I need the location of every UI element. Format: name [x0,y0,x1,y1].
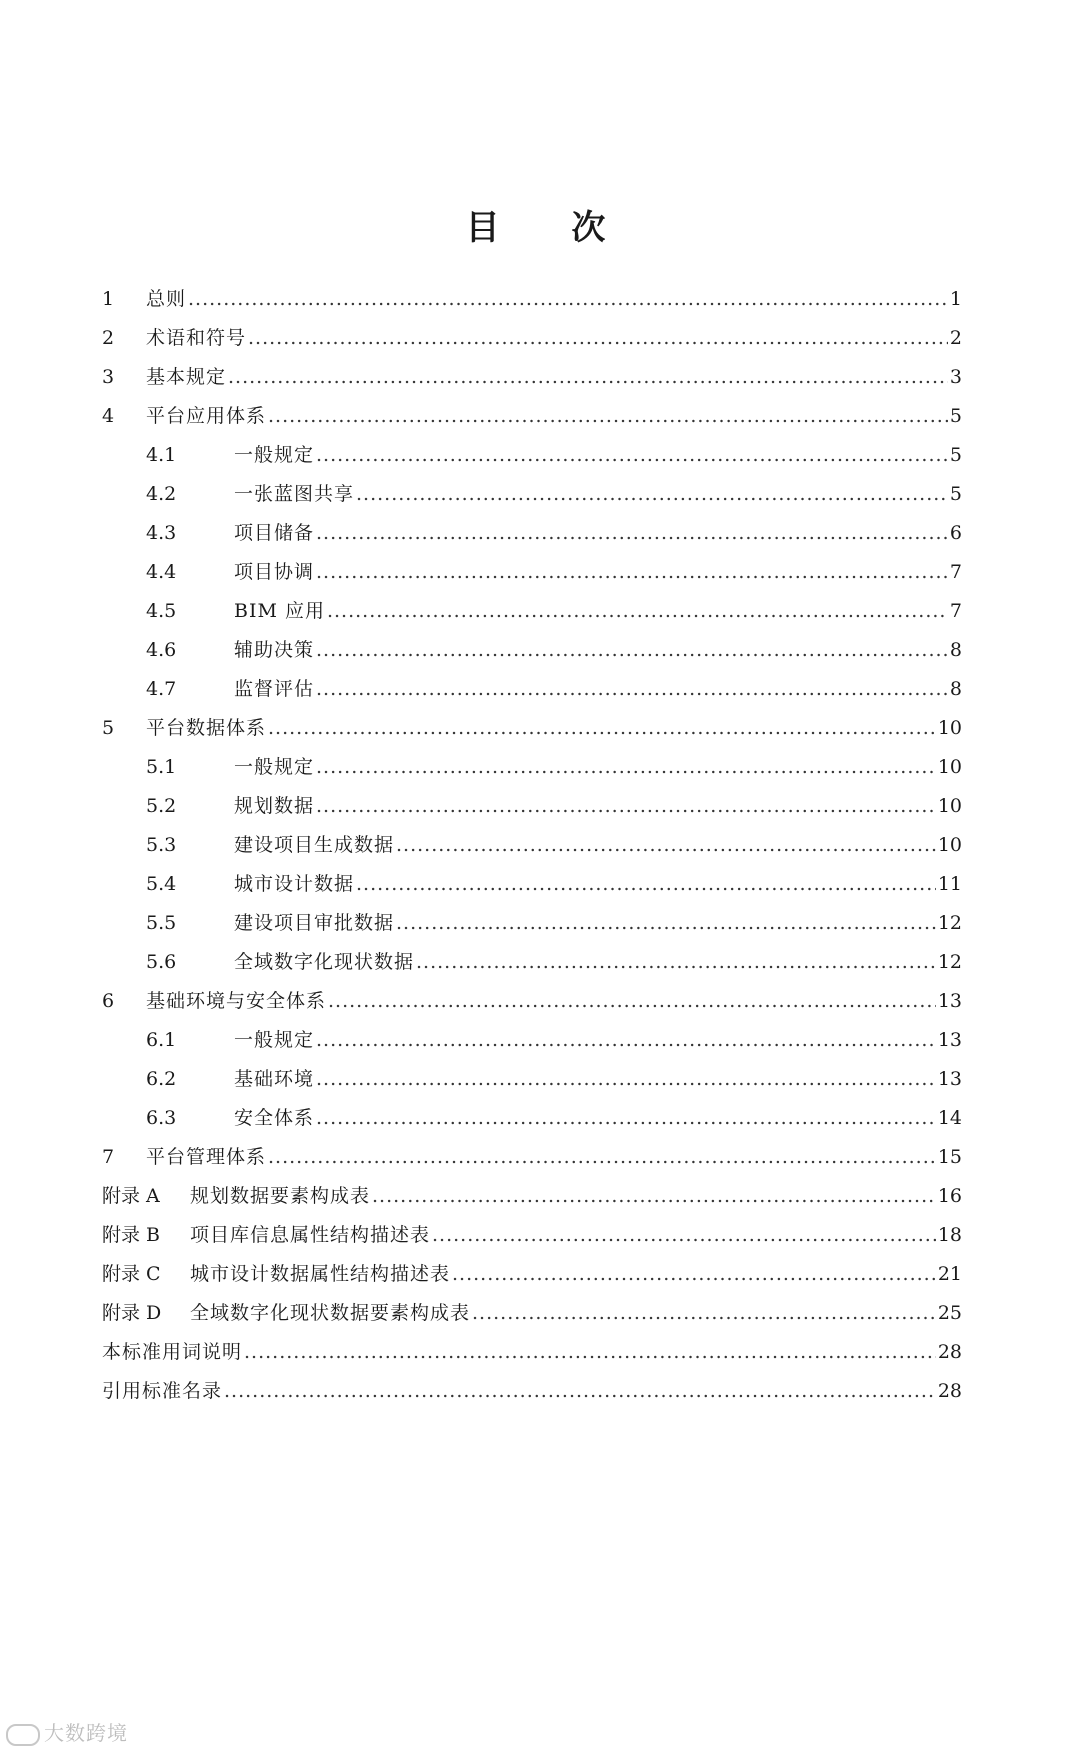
dot-leader [396,834,936,856]
dot-leader [268,405,948,427]
toc-entry-5-4[interactable] [102,869,962,908]
dot-leader [316,756,936,778]
toc-entry-page: 21 [937,1263,962,1285]
toc-entry-page: 10 [937,795,962,817]
toc-entry-number: 5.6 [146,951,177,973]
toc-entry-page: 3 [949,366,962,388]
toc-entry-title: 一般规定 [234,444,315,466]
toc-entry-number: 6 [102,990,115,1012]
dot-leader [316,1029,936,1051]
toc-entry-1[interactable] [102,284,962,323]
table-of-contents [102,284,962,1415]
dot-leader [316,678,948,700]
toc-entry-page: 13 [937,1029,962,1051]
toc-entry-title: 全域数字化现状数据 [234,951,415,973]
toc-entry-6-2[interactable] [102,1064,962,1103]
toc-entry-5-6[interactable] [102,947,962,986]
toc-entry-number: 6.1 [146,1029,177,1051]
toc-entry-title: 平台管理体系 [146,1146,267,1168]
toc-entry-appendix-a[interactable] [102,1181,962,1220]
toc-entry-number: 1 [102,288,115,310]
toc-entry-page: 1 [949,288,962,310]
toc-entry-number: 4.1 [146,444,177,466]
toc-entry-number: 6.3 [146,1107,177,1129]
toc-entry-6[interactable] [102,986,962,1025]
toc-entry-number: 6.2 [146,1068,177,1090]
toc-entry-4-4[interactable] [102,557,962,596]
toc-entry-number: 4.4 [146,561,177,583]
dot-leader [472,1302,936,1324]
toc-entry-4[interactable] [102,401,962,440]
toc-entry-page: 12 [937,912,962,934]
toc-entry-number: 5 [102,717,115,739]
dot-leader [244,1341,936,1363]
dot-leader [268,1146,936,1168]
toc-entry-page: 14 [937,1107,962,1129]
toc-entry-number: 4.6 [146,639,177,661]
toc-entry-5-1[interactable] [102,752,962,791]
toc-entry-4-3[interactable] [102,518,962,557]
toc-entry-title: 基础环境与安全体系 [146,990,327,1012]
toc-entry-6-1[interactable] [102,1025,962,1064]
toc-entry-number: 5.4 [146,873,177,895]
toc-entry-page: 8 [949,639,962,661]
toc-entry-3[interactable] [102,362,962,401]
dot-leader [188,288,948,310]
toc-entry-title: 规划数据要素构成表 [190,1185,371,1207]
dot-leader [416,951,936,973]
dot-leader [316,795,936,817]
toc-entry-title: 项目库信息属性结构描述表 [190,1224,431,1246]
dot-leader [316,639,948,661]
toc-entry-title: 全域数字化现状数据要素构成表 [190,1302,471,1324]
toc-entry-page: 5 [949,444,962,466]
toc-entry-page: 13 [937,1068,962,1090]
toc-entry-title: 项目协调 [234,561,315,583]
dot-leader [452,1263,936,1285]
toc-entry-title: 平台应用体系 [146,405,267,427]
toc-entry-page: 10 [937,717,962,739]
toc-entry-page: 10 [937,756,962,778]
dot-leader [356,483,948,505]
toc-entry-title: 项目储备 [234,522,315,544]
toc-entry-page: 25 [937,1302,962,1324]
toc-entry-number: 3 [102,366,115,388]
toc-entry-number: 4.5 [146,600,177,622]
dot-leader [432,1224,936,1246]
dot-leader [327,600,948,622]
toc-entry-number: 2 [102,327,115,349]
dot-leader [372,1185,936,1207]
toc-entry-page: 13 [937,990,962,1012]
toc-entry-title: 监督评估 [234,678,315,700]
toc-entry-title: 一张蓝图共享 [234,483,355,505]
toc-entry-number: 4.2 [146,483,177,505]
toc-entry-page: 15 [937,1146,962,1168]
toc-entry-4-2[interactable] [102,479,962,518]
toc-entry-title: BIM 应用 [234,600,325,622]
toc-entry-7[interactable] [102,1142,962,1181]
toc-entry-page: 10 [937,834,962,856]
toc-entry-number: 5.1 [146,756,177,778]
dot-leader [316,522,948,544]
dot-leader [248,327,948,349]
toc-entry-title: 总则 [146,288,187,310]
toc-entry-title: 引用标准名录 [102,1380,223,1402]
toc-entry-number: 7 [102,1146,115,1168]
toc-entry-page: 8 [949,678,962,700]
dot-leader [316,444,948,466]
toc-entry-page: 28 [937,1341,962,1363]
toc-entry-number: 5.2 [146,795,177,817]
toc-entry-5-2[interactable] [102,791,962,830]
toc-entry-number: 附录 C [102,1263,161,1285]
toc-entry-title: 基础环境 [234,1068,315,1090]
toc-entry-appendix-c[interactable] [102,1259,962,1298]
toc-entry-title: 建设项目审批数据 [234,912,395,934]
watermark [6,1717,128,1746]
watermark-logo-icon [6,1724,40,1746]
toc-entry-number: 5.3 [146,834,177,856]
toc-entry-page: 6 [949,522,962,544]
toc-entry-title: 一般规定 [234,1029,315,1051]
toc-entry-4-7[interactable] [102,674,962,713]
dot-leader [328,990,936,1012]
toc-entry-page: 18 [937,1224,962,1246]
toc-entry-title: 术语和符号 [146,327,247,349]
dot-leader [396,912,936,934]
page-title: 目 次 [465,208,636,248]
dot-leader [316,561,948,583]
toc-entry-title: 辅助决策 [234,639,315,661]
toc-entry-5-3[interactable] [102,830,962,869]
dot-leader [316,1107,936,1129]
toc-entry-page: 7 [949,600,962,622]
toc-entry-page: 5 [949,483,962,505]
toc-entry-4-5[interactable] [102,596,962,635]
watermark-text: 大数跨境 [44,1721,128,1745]
toc-entry-title: 一般规定 [234,756,315,778]
toc-entry-title: 安全体系 [234,1107,315,1129]
toc-entry-6-3[interactable] [102,1103,962,1142]
toc-entry-title: 城市设计数据属性结构描述表 [190,1263,451,1285]
toc-entry-title: 建设项目生成数据 [234,834,395,856]
toc-entry-title: 规划数据 [234,795,315,817]
toc-entry-page: 12 [937,951,962,973]
toc-entry-5[interactable] [102,713,962,752]
toc-entry-number: 5.5 [146,912,177,934]
toc-entry-5-5[interactable] [102,908,962,947]
toc-entry-title: 平台数据体系 [146,717,267,739]
toc-entry-appendix-b[interactable] [102,1220,962,1259]
toc-entry-number: 附录 B [102,1224,161,1246]
toc-entry-number: 附录 A [102,1185,160,1207]
toc-entry-title: 城市设计数据 [234,873,355,895]
toc-entry-appendix-d[interactable] [102,1298,962,1337]
dot-leader [356,873,936,895]
toc-entry-number: 附录 D [102,1302,162,1324]
dot-leader [268,717,936,739]
toc-entry-page: 28 [937,1380,962,1402]
toc-entry-page: 7 [949,561,962,583]
toc-entry-page: 5 [949,405,962,427]
toc-entry-number: 4 [102,405,115,427]
toc-entry-number: 4.7 [146,678,177,700]
toc-entry-page: 2 [949,327,962,349]
toc-entry-number: 4.3 [146,522,177,544]
toc-entry-2[interactable] [102,323,962,362]
toc-entry-4-1[interactable] [102,440,962,479]
dot-leader [316,1068,936,1090]
toc-entry-references[interactable] [102,1376,962,1415]
toc-entry-page: 16 [937,1185,962,1207]
toc-entry-page: 11 [937,873,962,895]
dot-leader [224,1380,936,1402]
toc-entry-4-6[interactable] [102,635,962,674]
toc-entry-title: 本标准用词说明 [102,1341,243,1363]
toc-entry-title: 基本规定 [146,366,227,388]
toc-entry-word-usage[interactable] [102,1337,962,1376]
dot-leader [228,366,948,388]
